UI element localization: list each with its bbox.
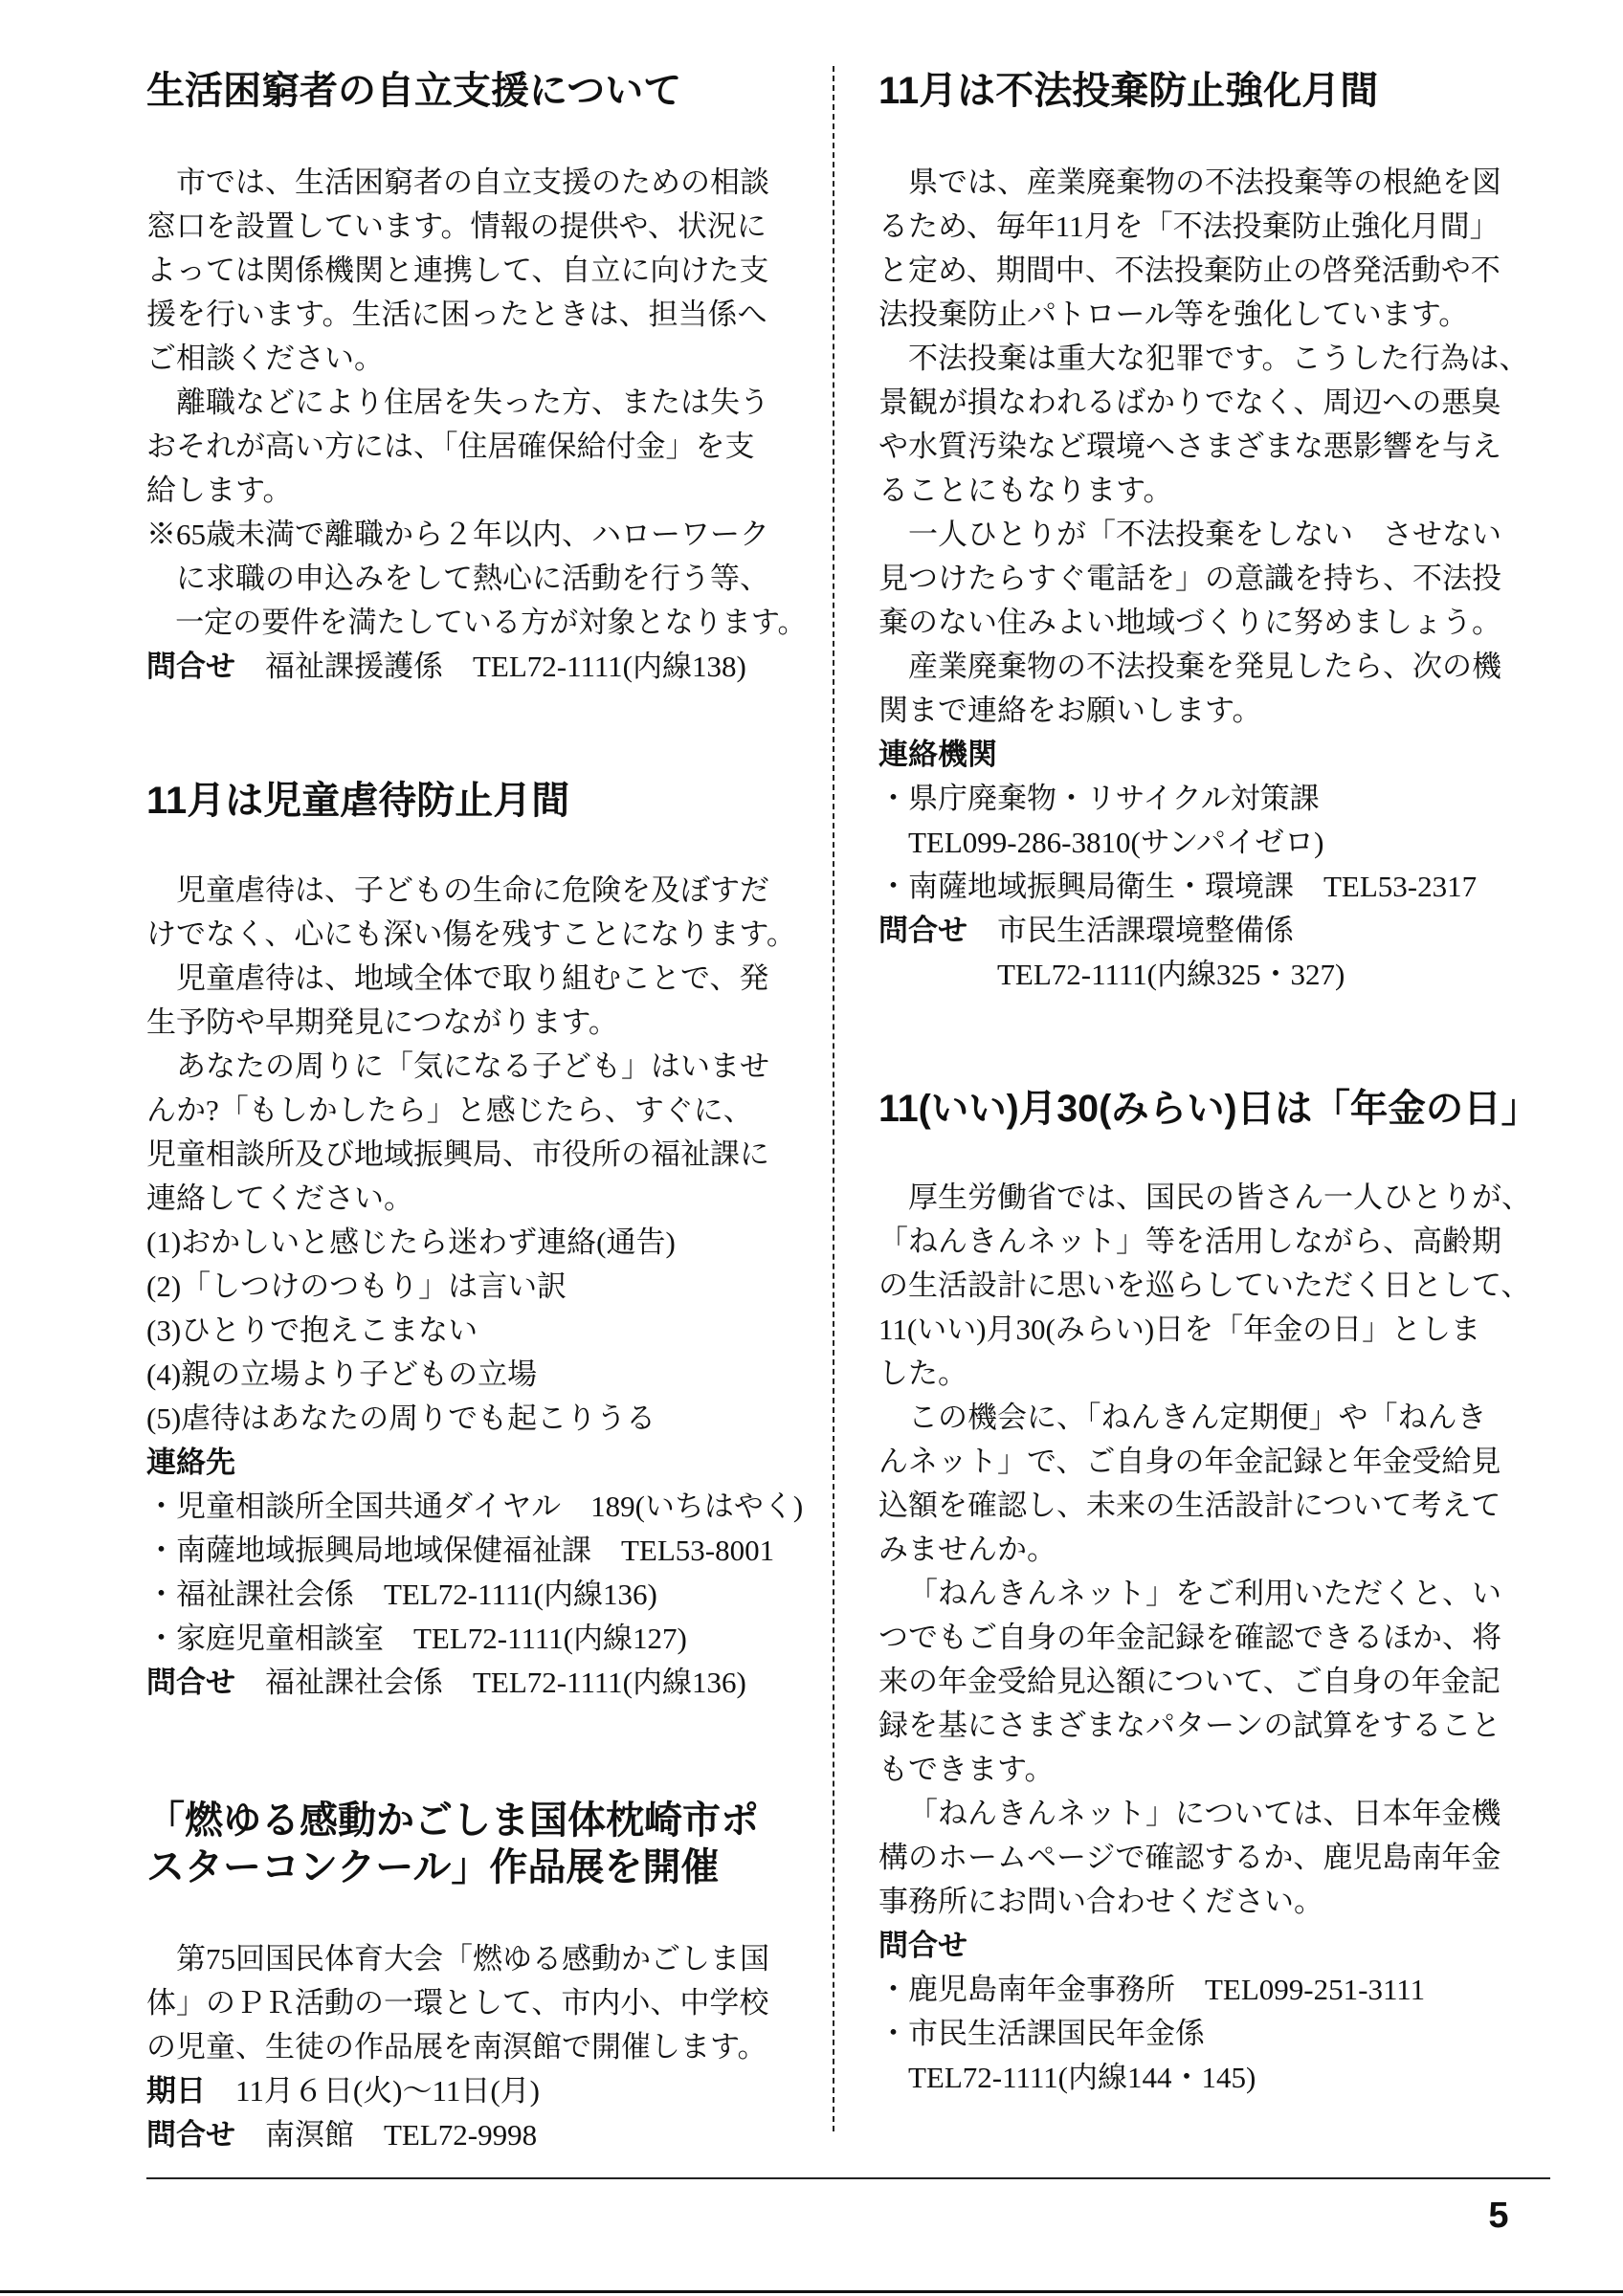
body-line: 関まで連絡をお願いします。 (878, 694, 1262, 727)
body-line: 連絡してください。 (146, 1181, 413, 1215)
section-title-poverty-support: 生活困窮者の自立支援について (146, 70, 682, 112)
body-line: した。 (878, 1357, 967, 1390)
contact-phone: TEL099-286-3810(サンパイゼロ) (908, 826, 1324, 859)
contact-item: ・南薩地域振興局地域保健福祉課 TEL53-8001 (146, 1534, 775, 1567)
contact-item: ・鹿児島南年金事務所 TEL099-251-3111 (878, 1973, 1426, 2006)
body-line: 事務所にお問い合わせください。 (878, 1885, 1323, 1918)
inquiry-contact: 福祉課社会係 TEL72-1111(内線136) (265, 1666, 746, 1699)
body-line: 第75回国民体育大会「燃ゆる感動かごしま国 (176, 1942, 769, 1976)
inquiry-contact: 南溟館 TEL72-9998 (265, 2118, 538, 2152)
bottom-edge-line (0, 2290, 1623, 2293)
body-line: や水質汚染など環境へさまざまな悪影響を与え (878, 430, 1501, 463)
body-line: 不法投棄は重大な犯罪です。こうした行為は、 (908, 342, 1529, 375)
note-line: ※65歳未満で離職から２年以内、ハローワーク (146, 518, 769, 551)
point-item: (5)虐待はあなたの周りでも起こりうる (146, 1402, 656, 1435)
date-line (146, 2069, 807, 2113)
body-line: おそれが高い方には、「住居確保給付金」を支 (146, 430, 755, 463)
body-line: と定め、期間中、不法投棄防止の啓発活動や不 (878, 254, 1501, 287)
page-number: 5 (1488, 2196, 1509, 2236)
column-divider (833, 66, 834, 2131)
footer-rule (146, 2177, 1550, 2179)
body-line: ご相談ください。 (146, 342, 384, 375)
body-line: けでなく、心にも深い傷を残すことになります。 (146, 917, 796, 951)
body-line: 「ねんきんネット」等を活用しながら、高齢期 (878, 1225, 1501, 1258)
contact-item: ・児童相談所全国共通ダイヤル 189(いちはやく) (146, 1490, 804, 1523)
body-line: 景観が損なわれるばかりでなく、周辺への悪臭 (878, 386, 1501, 419)
body-line: みませんか。 (878, 1533, 1056, 1566)
body-line: 生予防や早期発見につながります。 (146, 1005, 618, 1039)
body-line: もできます。 (878, 1753, 1055, 1786)
contact-item: ・県庁廃棄物・リサイクル対策課 (878, 782, 1320, 815)
inquiry-contact: 福祉課援護係 TEL72-1111(内線138) (265, 650, 746, 683)
section-title-illegal-dumping: 11月は不法投棄防止強化月間 (878, 70, 1379, 112)
body-line: 法投棄防止パトロール等を強化しています。 (878, 298, 1469, 331)
contacts-label: 連絡機関 (878, 738, 997, 771)
body-line: んネット」で、ご自身の年金記録と年金受給見 (878, 1445, 1501, 1478)
body-line: よっては関係機関と連携して、自立に向けた支 (146, 254, 769, 287)
body-line: 体」のＰＲ活動の一環として、市内小、中学校 (146, 1986, 769, 2020)
inquiry-label: 問合せ (878, 1929, 967, 1962)
contact-phone: TEL72-1111(内線144・145) (908, 2061, 1256, 2094)
contact-item: ・市民生活課国民年金係 (878, 2017, 1205, 2050)
section-body-poster-exhibition (146, 1937, 807, 2157)
section-body-pension-day (878, 1176, 1539, 2100)
body-line: の児童、生徒の作品展を南溟館で開催します。 (146, 2030, 767, 2064)
body-line: 援を行います。生活に困ったときは、担当係へ (146, 298, 767, 331)
body-line: 市では、生活困窮者の自立支援のための相談 (176, 166, 769, 199)
body-line: 産業廃棄物の不法投棄を発見したら、次の機 (908, 650, 1501, 683)
right-column (878, 0, 1539, 2296)
body-line: あなたの周りに「気になる子ども」はいませ (176, 1049, 769, 1083)
body-line: この機会に、「ねんきん定期便」や「ねんき (908, 1401, 1487, 1434)
left-column (146, 0, 807, 2296)
section-title-pension-day: 11(いい)月30(みらい)日は「年金の日」 (878, 1088, 1539, 1130)
body-line: 11(いい)月30(みらい)日を「年金の日」としま (878, 1313, 1481, 1346)
inquiry-line (878, 909, 1539, 953)
point-item: (2)「しつけのつもり」は言い訳 (146, 1269, 567, 1303)
inquiry-label: 問合せ (146, 1666, 235, 1699)
point-item: (4)親の立場より子どもの立場 (146, 1358, 538, 1391)
point-item: (3)ひとりで抱えこまない (146, 1314, 478, 1347)
title-line: 「燃ゆる感動かごしま国体枕崎市ポ (146, 1799, 759, 1842)
contact-item: ・南薩地域振興局衛生・環境課 TEL53-2317 (878, 870, 1478, 903)
body-line: 児童相談所及び地域振興局、市役所の福祉課に (146, 1137, 769, 1171)
body-line: 見つけたらすぐ電話を」の意識を持ち、不法投 (878, 562, 1501, 595)
body-line: 県では、産業廃棄物の不法投棄等の根絶を図 (908, 166, 1501, 199)
section-body-poverty-support (146, 161, 807, 689)
contact-item: ・家庭児童相談室 TEL72-1111(内線127) (146, 1622, 687, 1655)
inquiry-line (146, 1661, 807, 1705)
title-line: スターコンクール」作品展を開催 (146, 1846, 720, 1888)
note-line: 一定の要件を満たしている方が対象となります。 (175, 606, 807, 639)
inquiry-line (146, 2113, 807, 2157)
body-line: 「ねんきんネット」については、日本年金機 (908, 1797, 1501, 1830)
body-line: 児童虐待は、子どもの生命に危険を及ぼすだ (176, 873, 769, 907)
note-line: に求職の申込みをして熱心に活動を行う等、 (176, 562, 769, 595)
body-line: 厚生労働省では、国民の皆さん一人ひとりが、 (908, 1181, 1531, 1214)
section-body-child-abuse (146, 869, 807, 1705)
body-line: 一人ひとりが「不法投棄をしない させない (908, 518, 1501, 551)
date-value: 11月６日(火)～11日(月) (235, 2074, 540, 2108)
body-line: の生活設計に思いを巡らしていただく日として、 (878, 1269, 1531, 1302)
date-label: 期日 (146, 2074, 206, 2108)
section-title-poster-exhibition (146, 1798, 807, 1891)
body-line: 「ねんきんネット」をご利用いただくと、い (908, 1577, 1501, 1610)
section-body-illegal-dumping (878, 161, 1539, 997)
contacts-label: 連絡先 (146, 1446, 235, 1479)
body-line: んか?「もしかしたら」と感じたら、すぐに、 (146, 1093, 753, 1127)
inquiry-label: 問合せ (146, 650, 235, 683)
body-line: るため、毎年11月を「不法投棄防止強化月間」 (878, 210, 1500, 243)
inquiry-contact: 市民生活課環境整備係 (997, 914, 1294, 947)
body-line: 児童虐待は、地域全体で取り組むことで、発 (176, 961, 769, 995)
inquiry-line (146, 645, 807, 689)
body-line: ることにもなります。 (878, 474, 1173, 507)
inquiry-phone: TEL72-1111(内線325・327) (997, 958, 1345, 991)
body-line: 離職などにより住居を失った方、または失う (176, 386, 769, 419)
body-line: 来の年金受給見込額について、ご自身の年金記 (878, 1665, 1501, 1698)
inquiry-label: 問合せ (146, 2118, 235, 2152)
body-line: 込額を確認し、未来の生活設計について考えて (878, 1489, 1501, 1522)
body-line: 給します。 (146, 474, 293, 507)
body-line: 棄のない住みよい地域づくりに努めましょう。 (878, 606, 1501, 639)
body-line: 構のホームページで確認するか、鹿児島南年金 (878, 1841, 1501, 1874)
inquiry-label: 問合せ (878, 914, 967, 947)
body-line: 録を基にさまざまなパターンの試算をすること (878, 1709, 1501, 1742)
body-line: つでもご自身の年金記録を確認できるほか、将 (878, 1621, 1501, 1654)
point-item: (1)おかしいと感じたら迷わず連絡(通告) (146, 1225, 676, 1259)
section-title-child-abuse: 11月は児童虐待防止月間 (146, 780, 570, 822)
body-line: 窓口を設置しています。情報の提供や、状況に (146, 210, 767, 243)
contact-item: ・福祉課社会係 TEL72-1111(内線136) (146, 1578, 657, 1611)
